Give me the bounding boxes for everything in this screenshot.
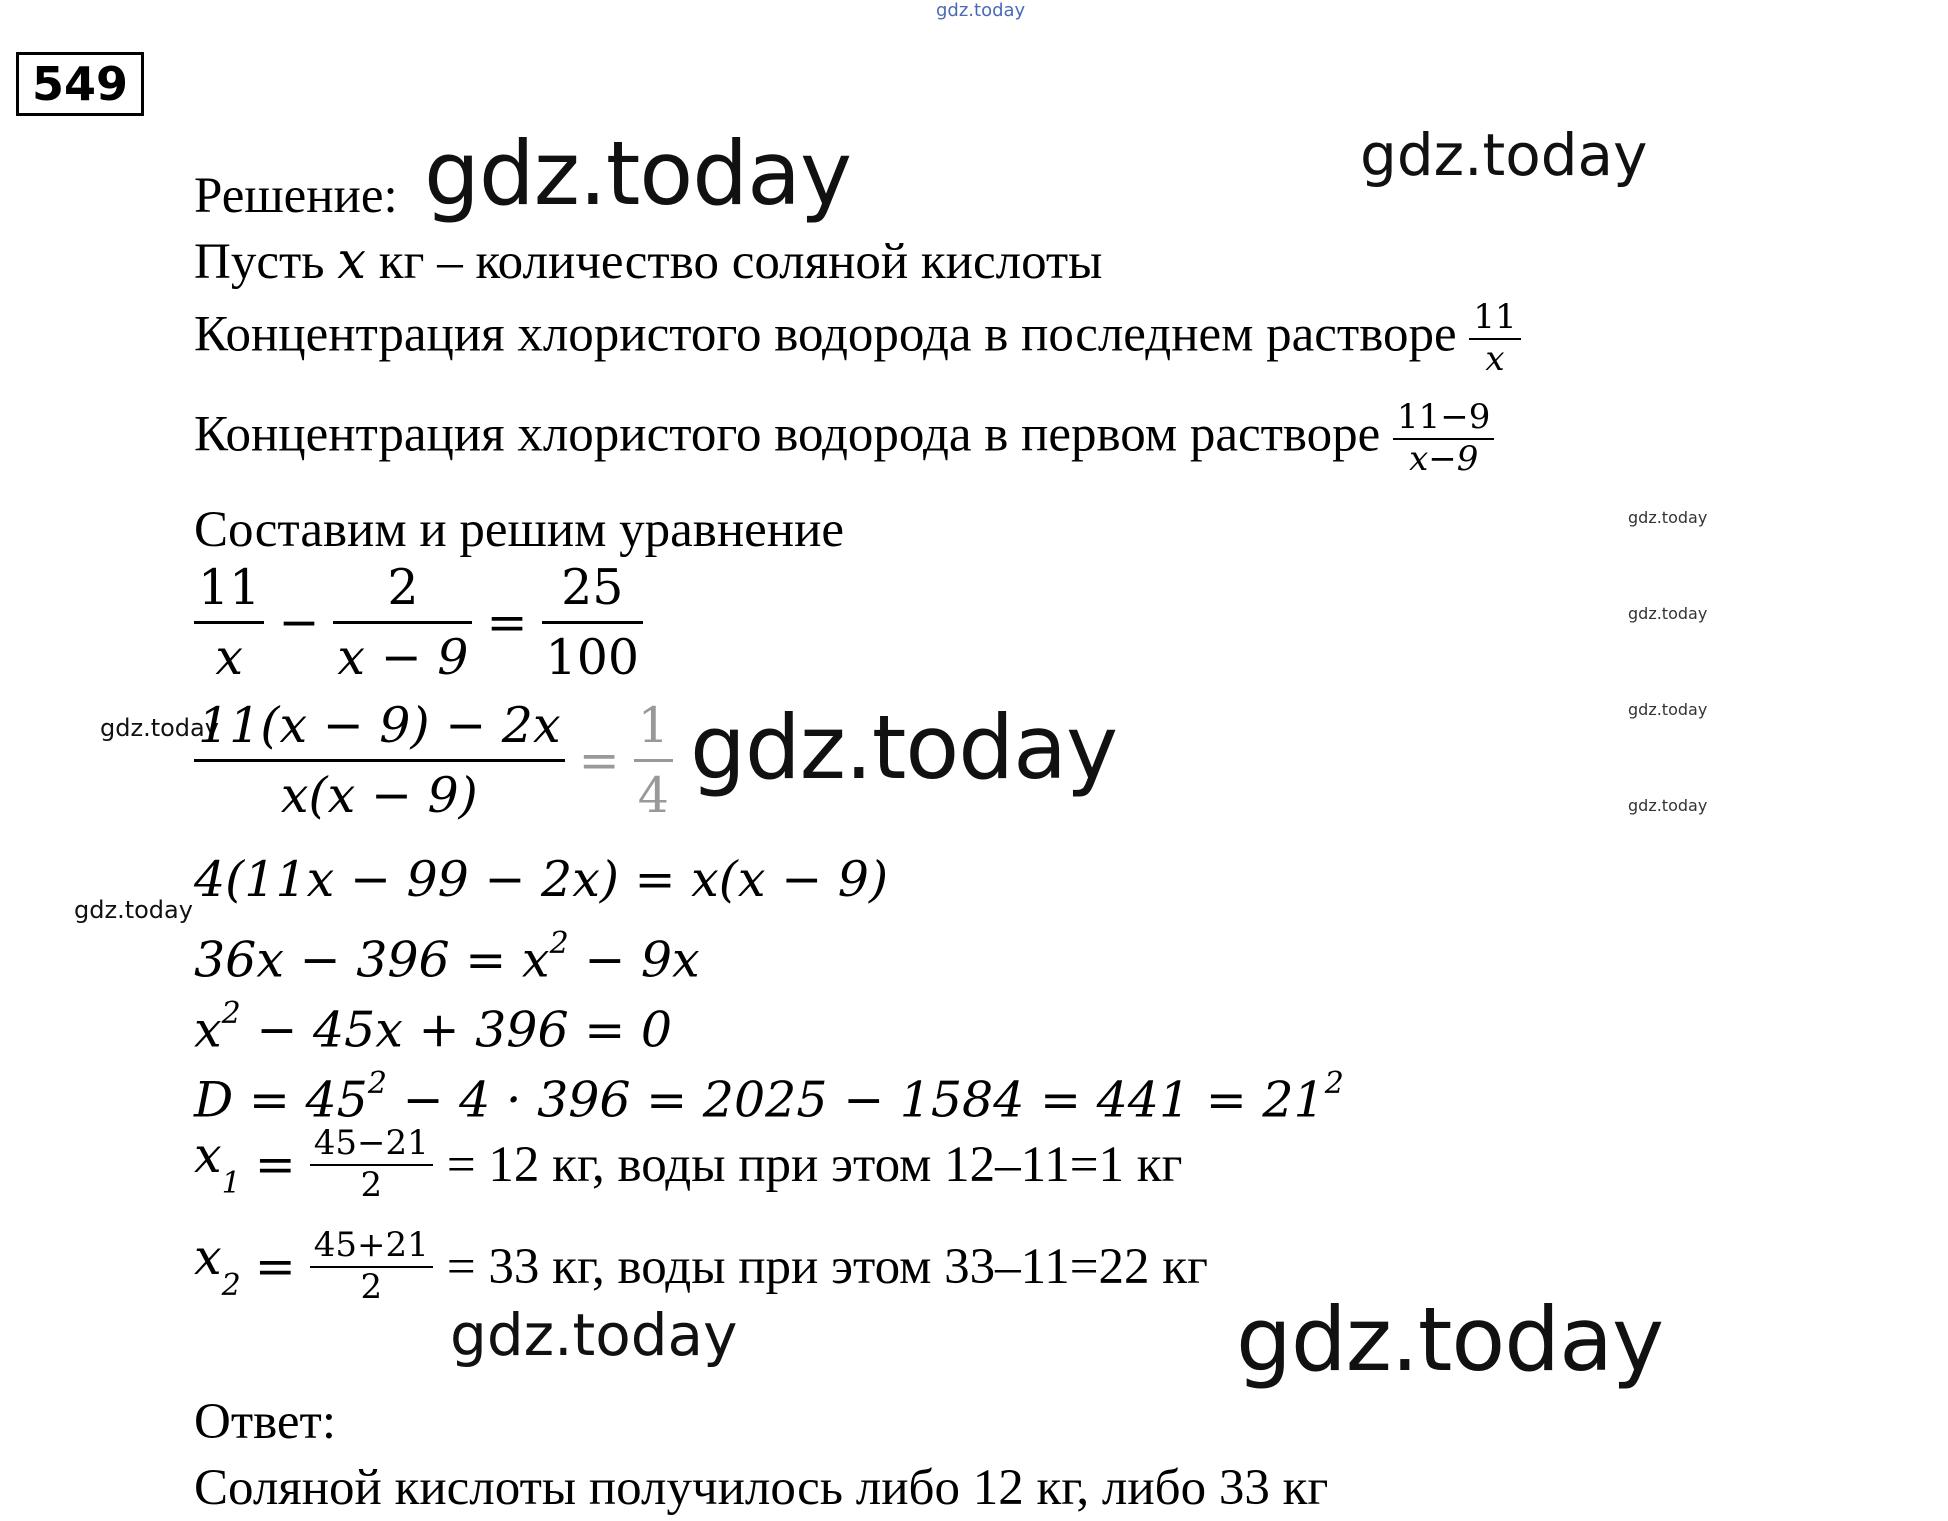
eq5-left: x [194, 1001, 222, 1059]
fraction-numerator: 11−9 [1397, 397, 1491, 437]
eq4-exponent: 2 [549, 926, 569, 961]
root-2-subscript: 2 [221, 1267, 241, 1303]
fraction-denominator: x − 9 [337, 629, 469, 687]
concentration-first [194, 397, 1494, 479]
answer-text: Соляной кислоты получилось либо 12 кг, либо 33 кг [194, 1460, 1329, 1516]
fraction-bar [194, 621, 264, 624]
fraction-numerator: 45+21 [313, 1225, 429, 1266]
root-2-result: = 33 кг, воды при этом 33–11=22 кг [446, 1238, 1208, 1295]
concentration-last [194, 297, 1521, 379]
root-1-variable: $x_1$ [194, 1127, 241, 1201]
fraction-numerator: 11(x − 9) − 2x [198, 697, 561, 754]
watermark-top: gdz.today [936, 0, 1026, 21]
eq1-fraction-2 [333, 559, 472, 687]
watermark-small-1: gdz.today [1628, 508, 1708, 527]
root-1-subscript: 1 [221, 1165, 241, 1201]
equation-intro: Составим и решим уравнение [194, 502, 845, 558]
fraction-denominator: 2 [360, 1266, 383, 1307]
eq1-fraction-3 [542, 559, 644, 687]
watermark-large-1: gdz.today [424, 122, 852, 225]
watermark-large-2: gdz.today [690, 696, 1118, 799]
equation-5 [194, 990, 672, 1060]
fraction-denominator: 100 [545, 629, 640, 687]
fraction-denominator: 2 [360, 1164, 383, 1205]
watermark-small-5: gdz.today [100, 714, 219, 742]
eq1-minus: − [278, 593, 320, 651]
watermark-small-4: gdz.today [1628, 796, 1708, 815]
root-2-equals: = [254, 1237, 296, 1295]
watermark-small-3: gdz.today [1628, 700, 1708, 719]
fraction-numerator: 11 [198, 559, 261, 616]
problem-number: 549 [16, 52, 144, 116]
fraction-numerator: 11 [1473, 297, 1517, 337]
root-2-variable: $x_2$ [194, 1229, 241, 1303]
fraction-bar [333, 621, 472, 624]
let-prefix: Пусть [194, 234, 338, 290]
root-1-equals: = [254, 1135, 296, 1193]
watermark-small-6: gdz.today [74, 896, 193, 924]
eq5-right: − 45x + 396 = 0 [240, 1001, 673, 1059]
solution-label: Решение: [194, 168, 398, 224]
fraction-bar [542, 621, 644, 624]
concentration-first-text: Концентрация хлористого водорода в первом растворе [194, 406, 1394, 463]
watermark-small-2: gdz.today [1628, 604, 1708, 623]
answer-label: Ответ: [194, 1394, 336, 1450]
eq4-left: 36x − 396 = x [194, 931, 550, 989]
fraction-denominator: x(x − 9) [280, 767, 478, 825]
eq1-fraction-1 [194, 559, 264, 687]
eq2-fraction-left [194, 697, 565, 825]
watermark-medium-1: gdz.today [1360, 121, 1648, 189]
eq5-exponent: 2 [221, 996, 241, 1031]
equation-4 [194, 920, 700, 990]
discriminant-exponent-1: 2 [367, 1066, 387, 1101]
eq2-fraction-right [634, 697, 673, 825]
fraction-numerator: 2 [387, 559, 419, 616]
equation-3: 4(11x − 99 − 2x) = x(x − 9) [194, 851, 889, 908]
discriminant-middle: − 4 · 396 = 2025 − 1584 = 441 = 21 [386, 1071, 1325, 1129]
let-statement [194, 232, 1102, 292]
let-variable: x [337, 232, 367, 291]
fraction-denominator: 4 [637, 767, 669, 825]
fraction-denominator: x [215, 629, 243, 687]
concentration-last-fraction [1469, 297, 1520, 379]
fraction-denominator: x [1485, 338, 1505, 379]
root-1-result: = 12 кг, воды при этом 12–11=1 кг [446, 1136, 1183, 1193]
watermark-medium-2: gdz.today [450, 1301, 738, 1369]
equation-2 [194, 697, 673, 825]
concentration-first-fraction [1393, 397, 1494, 479]
let-suffix: кг – количество соляной кислоты [366, 234, 1103, 290]
root-2-fraction [310, 1225, 433, 1307]
eq1-equals: = [486, 593, 528, 651]
eq4-right: − 9x [568, 931, 700, 989]
discriminant-left: D = 45 [194, 1071, 368, 1129]
root-2 [194, 1225, 1208, 1307]
watermark-large-3: gdz.today [1236, 1288, 1664, 1391]
discriminant [194, 1060, 1344, 1130]
root-1 [194, 1123, 1183, 1205]
equation-1 [194, 559, 643, 687]
concentration-last-text: Концентрация хлористого водорода в последнем растворе [194, 306, 1470, 363]
fraction-bar [634, 759, 673, 762]
fraction-bar [194, 759, 565, 762]
root-1-fraction [310, 1123, 433, 1205]
fraction-numerator: 45−21 [313, 1123, 429, 1164]
fraction-numerator: 25 [561, 559, 624, 616]
discriminant-exponent-2: 2 [1324, 1066, 1344, 1101]
fraction-denominator: x−9 [1409, 438, 1479, 479]
fraction-numerator: 1 [637, 697, 669, 754]
eq2-equals: = [578, 731, 620, 789]
